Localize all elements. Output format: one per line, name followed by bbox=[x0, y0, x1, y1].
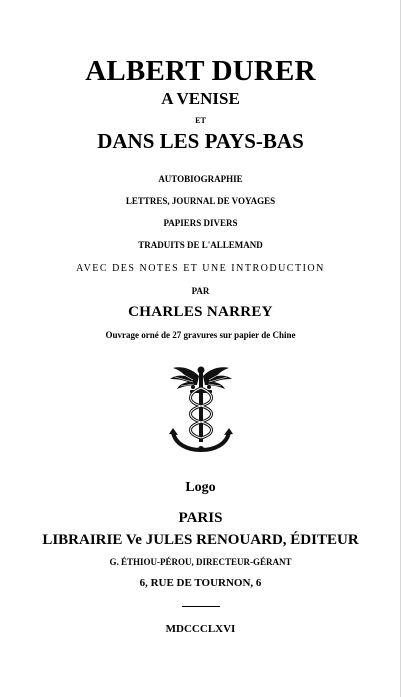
contents-line-notes: AVEC DES NOTES ET UNE INTRODUCTION bbox=[76, 263, 325, 274]
contents-line-papers: PAPIERS DIVERS bbox=[163, 218, 238, 228]
contents-line-letters: LETTRES, JOURNAL DE VOYAGES bbox=[125, 196, 276, 206]
imprint-director: G. ÉTHIOU-PÉROU, DIRECTEUR-GÉRANT bbox=[109, 557, 292, 567]
anchor-caduceus-emblem-icon bbox=[163, 360, 239, 456]
vignette-label: Logo bbox=[185, 480, 216, 495]
imprint-city: PARIS bbox=[178, 510, 223, 526]
contents-line-autobiography: AUTOBIOGRAPHIE bbox=[158, 174, 243, 184]
imprint-year: MDCCCLXVI bbox=[165, 623, 236, 635]
contents-line-translation: TRADUITS DE L'ALLEMAND bbox=[138, 240, 263, 250]
book-subtitle-venice: A VENISE bbox=[161, 89, 240, 108]
title-conjunction: ET bbox=[195, 116, 206, 125]
author-name: CHARLES NARREY bbox=[128, 304, 273, 320]
book-subtitle-low-countries: DANS LES PAYS-BAS bbox=[97, 129, 304, 153]
imprint-address: 6, RUE DE TOURNON, 6 bbox=[139, 577, 262, 589]
by-line: PAR bbox=[191, 286, 210, 296]
book-title: ALBERT DURER bbox=[85, 55, 316, 87]
illustrations-note: Ouvrage orné de 27 gravures sur papier de Chine bbox=[105, 330, 296, 340]
divider-rule bbox=[182, 606, 220, 607]
imprint-publisher: LIBRAIRIE Ve JULES RENOUARD, ÉDITEUR bbox=[42, 532, 359, 548]
